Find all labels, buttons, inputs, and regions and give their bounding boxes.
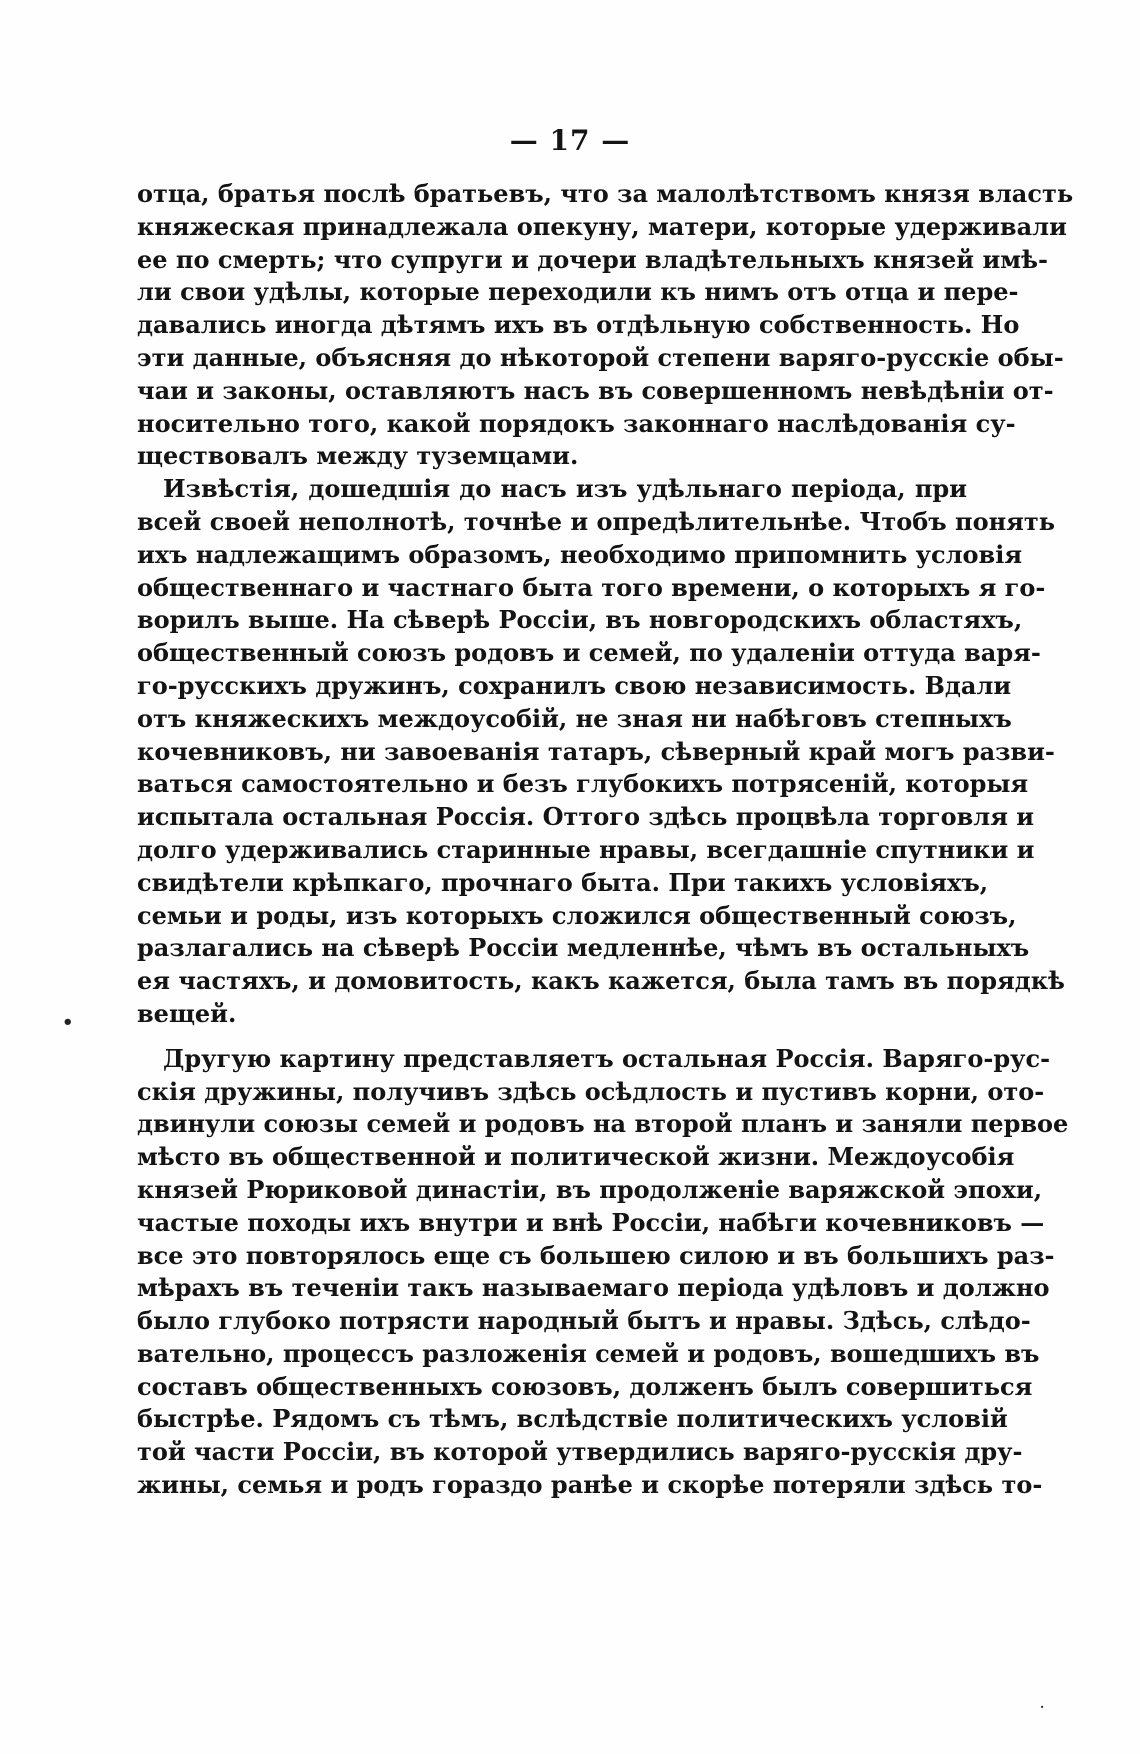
- text-line: вательно, процессъ разложенія семей и родовъ, вошедшихъ въ: [137, 1338, 1040, 1368]
- text-line: ихъ надлежащимъ образомъ, необходимо припомнить условія: [137, 539, 1023, 569]
- page-number: — 17 —: [509, 124, 631, 157]
- text-line: давались иногда дѣтямъ ихъ въ отдѣльную собственность. Но: [137, 310, 1020, 340]
- text-line: испытала остальная Россія. Оттого здѣсь процвѣла торговля и: [137, 802, 1035, 832]
- text-line: эти данные, объясняя до нѣкоторой степени варяго-русскіе обы-: [137, 342, 1064, 372]
- text-line: Извѣстія, дошедшія до насъ изъ удѣльнаго періода, при: [163, 474, 967, 504]
- text-line: жины, семья и родъ гораздо ранѣе и скорѣе потеряли здѣсь то-: [137, 1470, 1043, 1500]
- text-line: кочевниковъ, ни завоеванія татаръ, сѣверный край могъ разви-: [137, 736, 1055, 766]
- text-line: было глубоко потрясти народный бытъ и нравы. Здѣсь, слѣдо-: [137, 1306, 1031, 1336]
- text-line: двинули союзы семей и родовъ на второй планъ и заняли первое: [137, 1109, 1069, 1139]
- paragraph-2: [137, 473, 1065, 1031]
- text-line: го-русскихъ дружинъ, сохранилъ свою независимость. Вдали: [137, 670, 1012, 700]
- text-line: ее по смерть; что супруги и дочери владѣтельныхъ князей имѣ-: [137, 244, 1048, 274]
- text-line: чаи и законы, оставляютъ насъ въ совершенномъ невѣдѣніи от-: [137, 375, 1054, 405]
- text-line: княжеская принадлежала опекуну, матери, которые удерживали: [137, 211, 1067, 241]
- text-line: частые походы ихъ внутри и внѣ Россіи, набѣги кочевниковъ —: [137, 1207, 1045, 1237]
- text-line: отъ княжескихъ междоусобій, не зная ни набѣговъ степныхъ: [137, 703, 1012, 733]
- text-line: свидѣтели крѣпкаго, прочнаго быта. При такихъ условіяхъ,: [137, 867, 989, 897]
- body-text: [137, 178, 1074, 1502]
- text-line: быстрѣе. Рядомъ съ тѣмъ, вслѣдствіе политическихъ условій: [137, 1404, 1008, 1434]
- text-line: разлагались на сѣверѣ Россіи медленнѣе, чѣмъ въ остальныхъ: [137, 933, 1030, 963]
- scan-speck: ·: [1040, 1700, 1045, 1714]
- text-line: князей Рюриковой династіи, въ продолженіе варяжской эпохи,: [137, 1174, 1043, 1204]
- text-line: составъ общественныхъ союзовъ, долженъ былъ совершиться: [137, 1371, 1033, 1401]
- text-line: ли свои удѣлы, которые переходили къ нимъ отъ отца и пере-: [137, 277, 1019, 307]
- text-line: мѣрахъ въ теченіи такъ называемаго періода удѣловъ и должно: [137, 1273, 1050, 1303]
- text-line: все это повторялось еще съ большею силою и въ большихъ раз-: [137, 1240, 1055, 1270]
- text-line: вещей.: [137, 998, 237, 1028]
- text-line: той части Россіи, въ которой утвердились варяго-русскія дру-: [137, 1437, 1023, 1467]
- paragraph-1: [137, 178, 1074, 473]
- text-line: отца, братья послѣ братьевъ, что за малолѣтствомъ князя власть: [137, 179, 1074, 208]
- paragraph-gap: [137, 1031, 967, 1043]
- text-line: ворилъ выше. На сѣверѣ Россіи, въ новгородскихъ областяхъ,: [137, 605, 1023, 635]
- text-line: ществовалъ между туземцами.: [137, 441, 579, 471]
- text-line: мѣсто въ общественной и политической жизни. Междоусобія: [137, 1142, 1015, 1172]
- text-line: носительно того, какой порядокъ законнаго наслѣдованія су-: [137, 408, 1016, 438]
- scan-speck: •: [62, 1012, 74, 1033]
- text-line: ея частяхъ, и домовитость, какъ кажется, была тамъ въ порядкѣ: [137, 966, 1065, 996]
- text-line: общественный союзъ родовъ и семей, по удаленіи оттуда варя-: [137, 638, 1041, 668]
- text-line: ваться самостоятельно и безъ глубокихъ потрясеній, которыя: [137, 769, 1029, 799]
- text-line: долго удерживались старинные нравы, всегдашніе спутники и: [137, 834, 1035, 864]
- text-line: всей своей неполнотѣ, точнѣе и опредѣлительнѣе. Чтобъ понять: [137, 506, 1056, 536]
- paragraph-3: [137, 1043, 1069, 1502]
- text-line: Другую картину представляетъ остальная Россія. Варяго-рус-: [163, 1043, 1051, 1073]
- text-line: общественнаго и частнаго быта того времени, о которыхъ я го-: [137, 572, 1046, 602]
- text-line: скія дружины, получивъ здѣсь осѣдлость и пустивъ корни, ото-: [137, 1076, 1045, 1106]
- text-line: семьи и роды, изъ которыхъ сложился общественный союзъ,: [137, 900, 1017, 930]
